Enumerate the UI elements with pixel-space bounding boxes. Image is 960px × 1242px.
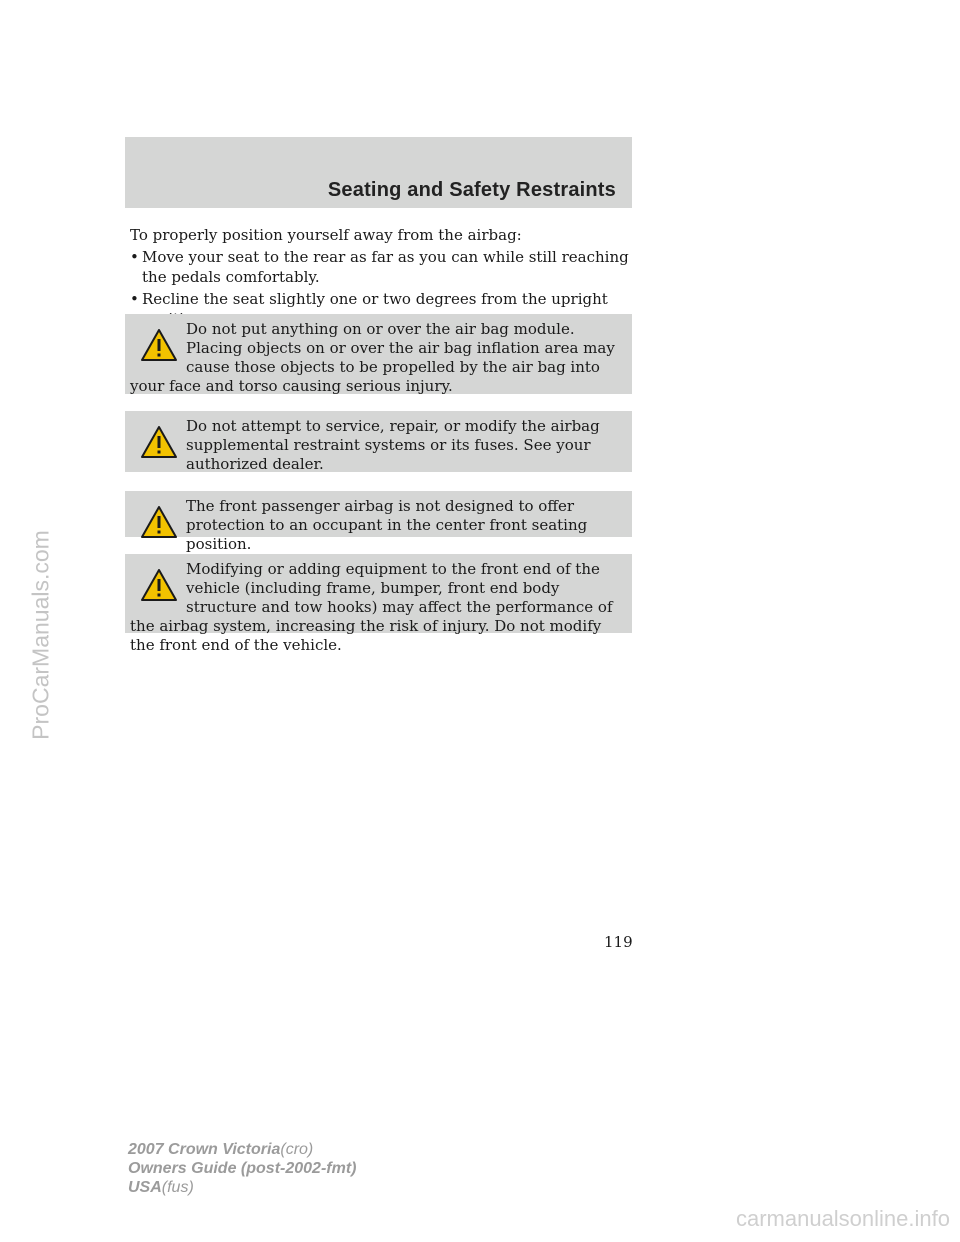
warning-box xyxy=(125,491,632,553)
bullet-text: Move your seat to the rear as far as you can while still reaching the pedals comfortably. xyxy=(142,248,629,286)
section-title: Seating and Safety Restraints xyxy=(327,179,616,201)
warning-text: Do not attempt to service, repair, or modify the airbag supplemental restraint systems or its fuses. See your authorized dealer. xyxy=(186,417,600,473)
bottom-watermark: carmanualsonline.info xyxy=(735,1206,950,1231)
bullet-dot: • xyxy=(130,290,139,308)
footer-model: 2007 Crown Victoria xyxy=(128,1141,281,1158)
section-header-band xyxy=(125,137,632,208)
warning-text: Do not put anything on or over the air bag module. Placing objects on or over the air bag inflation area may cause those objects to be propelled by the air bag into your face and torso causing serious injury. xyxy=(130,320,615,395)
warning-box xyxy=(125,411,632,472)
left-watermark xyxy=(26,510,56,760)
bullet-text: Recline the seat slightly one or two degrees from the upright xyxy=(142,290,608,308)
warning-box xyxy=(125,314,632,394)
document-footer xyxy=(128,1140,356,1197)
warning-triangle-icon xyxy=(140,425,178,459)
footer-line-1 xyxy=(128,1140,356,1159)
footer-market-code: (fus) xyxy=(161,1179,194,1196)
footer-market: USA xyxy=(128,1179,162,1196)
warning-box xyxy=(125,554,632,654)
footer-model-code: (cro) xyxy=(280,1141,314,1158)
warning-triangle-icon xyxy=(140,568,178,602)
footer-line-2 xyxy=(128,1159,356,1178)
warning-text: Modifying or adding equipment to the front end of the vehicle (including frame, bumper, front end body structure and tow hooks) may affect the performance of the airbag system, increasing the risk of injury. Do not modify the front end of the vehicle. xyxy=(130,560,613,654)
bullet-dot: • xyxy=(130,248,139,266)
left-watermark-text: ProCarManuals.com xyxy=(27,530,54,740)
page-number: 119 xyxy=(604,933,633,951)
warning-text: The front passenger airbag is not designed to offer protection to an occupant in the center front seating position. xyxy=(186,497,588,553)
bullet-item xyxy=(130,247,630,287)
footer-guide: Owners Guide (post-2002-fmt) xyxy=(128,1160,357,1177)
warning-triangle-icon xyxy=(140,328,178,362)
intro-paragraph: To properly position yourself away from the airbag: xyxy=(130,226,522,244)
footer-line-3 xyxy=(128,1178,356,1197)
warning-triangle-icon xyxy=(140,505,178,539)
